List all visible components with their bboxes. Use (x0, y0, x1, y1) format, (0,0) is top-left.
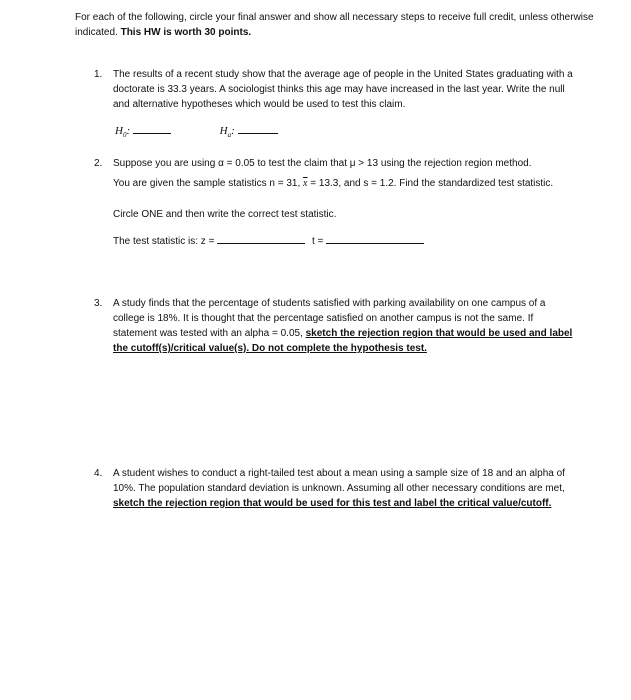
alt-hypothesis-label: $H_a$: (219, 125, 235, 140)
points-note: This HW is worth 30 points. (120, 27, 252, 38)
question-instruction: sketch the rejection region that would be used and label the cutoff(s)/critical value(s). Do not complete the hypothesis test. (113, 328, 573, 354)
question-number: 3. (94, 298, 103, 309)
question-text: The results of a recent study show that the average age of people in the United States graduating with a doctorate is 33.3 years. A sociologist thinks this age may have increased in the last year. Write the null and alternative hypotheses which would be used to test this claim. (113, 69, 573, 110)
circle-instruction: Circle ONE and then write the correct test statistic. (113, 209, 337, 220)
question-instruction: sketch the rejection region that would be used for this test and label the critical value/cutoff. (113, 498, 552, 509)
question-text: A study finds that the percentage of students satisfied with parking availability on one campus of a college is 18%. It is thought that the percentage satisfied on another campus is not the same. If statement was tested with an alpha = 0.05, (113, 298, 546, 339)
question-number: 4. (94, 468, 103, 479)
x-bar-symbol: $\overline{x}$ (303, 178, 308, 189)
instructions (75, 10, 605, 40)
hypotheses-row (113, 124, 574, 143)
question-number: 1. (94, 69, 103, 80)
null-hypothesis-label: $H_0$: (115, 125, 131, 140)
null-hypothesis-blank[interactable] (133, 124, 171, 134)
instructions-text: For each of the following, circle your final answer and show all necessary steps to receive full credit, unless otherwise indicated. (75, 12, 594, 38)
question-text: A student wishes to conduct a right-tailed test about a mean using a sample size of 18 and an alpha of 10%. The population standard deviation is unknown. Assuming all other necessary conditions are met, (113, 468, 565, 494)
test-statistic-row (113, 234, 574, 249)
z-label: The test statistic is: z = (113, 236, 215, 247)
question-line-2: You are given the sample statistics n = 31, $\overline{x} = 13.3$, and s = 1.2. Find the standardized test statistic. (113, 178, 554, 189)
alt-hypothesis-blank[interactable] (238, 124, 278, 134)
t-blank[interactable] (326, 234, 424, 244)
z-blank[interactable] (217, 234, 305, 244)
question-1 (94, 67, 574, 143)
question-line-1: Suppose you are using α = 0.05 to test the claim that μ > 13 using the rejection region method. (113, 158, 532, 169)
question-4 (94, 466, 574, 511)
question-3 (94, 296, 574, 356)
question-2 (94, 156, 574, 249)
t-label: t = (311, 236, 324, 247)
question-number: 2. (94, 158, 103, 169)
